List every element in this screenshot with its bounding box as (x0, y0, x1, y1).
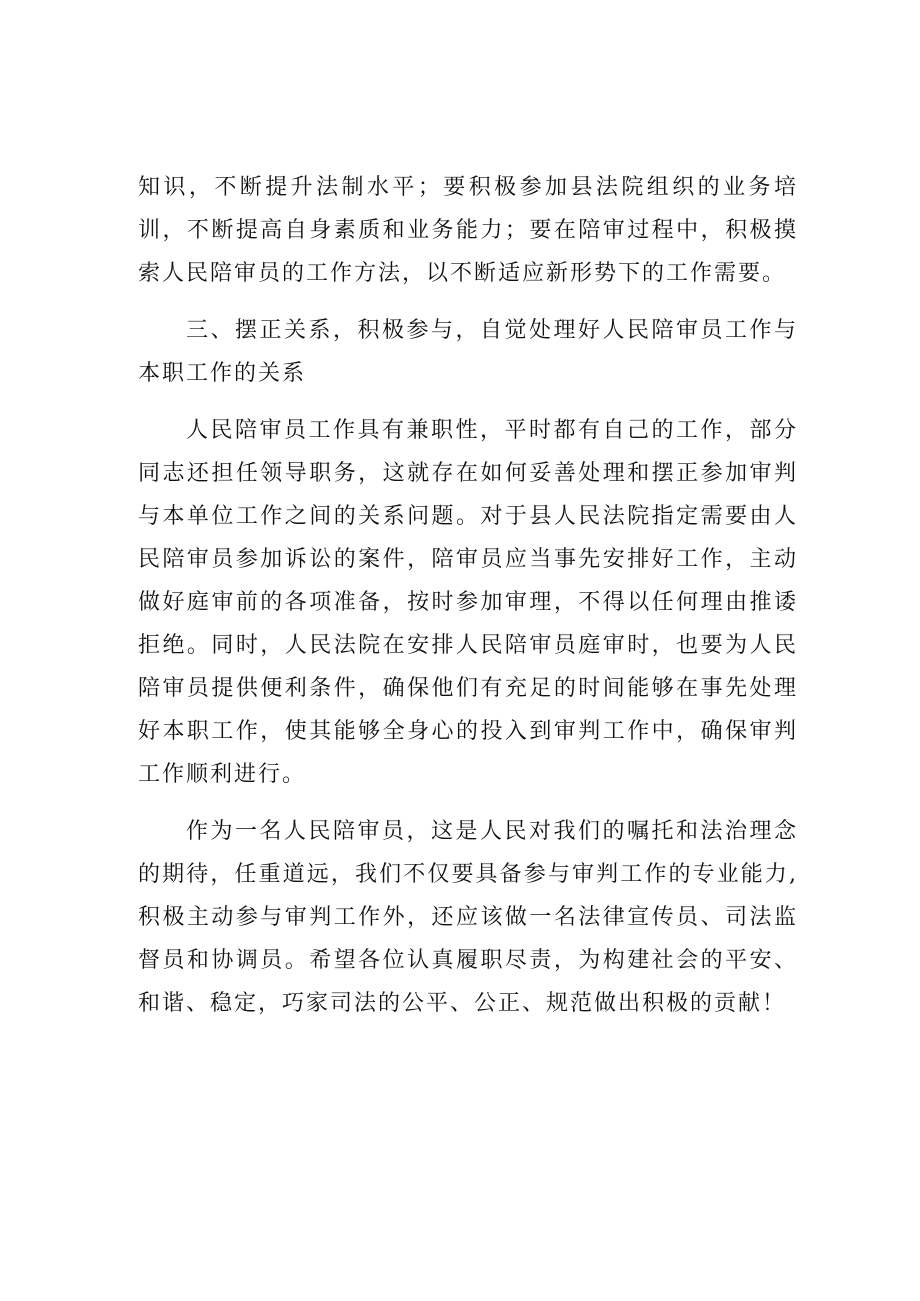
paragraph-continuation: 知识，不断提升法制水平；要积极参加县法院组织的业务培训，不断提高自身素质和业务能力；要在陪审过程中，积极摸索人民陪审员的工作方法，以不断适应新形势下的工作需要。 (138, 175, 798, 286)
paragraph-body: 人民陪审员工作具有兼职性，平时都有自己的工作，部分同志还担任领导职务，这就存在如何妥善处理和摆正参加审判与本单位工作之间的关系问题。对于县人民法院指定需要由人民陪审员参加诉讼的案件，陪审员应当事先安排好工作，主动做好庭审前的各项准备，按时参加审理，不得以任何理由推诿拒绝。同时，人民法院在安排人民陪审员庭审时，也要为人民陪审员提供便利条件，确保他们有充足的时间能够在事先处理好本职工作，使其能够全身心的投入到审判工作中，确保审判工作顺利进行。 (138, 418, 798, 787)
document-body (138, 166, 798, 1025)
section-heading: 三、摆正关系，积极参与，自觉处理好人民陪审员工作与本职工作的关系 (138, 318, 798, 386)
paragraph-closing: 作为一名人民陪审员，这是人民对我们的嘱托和法治理念的期待，任重道远，我们不仅要具备参与审判工作的专业能力,积极主动参与审判工作外，还应该做一名法律宣传员、司法监督员和协调员。希望各位认真履职尽责，为构建社会的平安、和谐、稳定，巧家司法的公平、公正、规范做出积极的贡献！ (138, 819, 798, 1016)
